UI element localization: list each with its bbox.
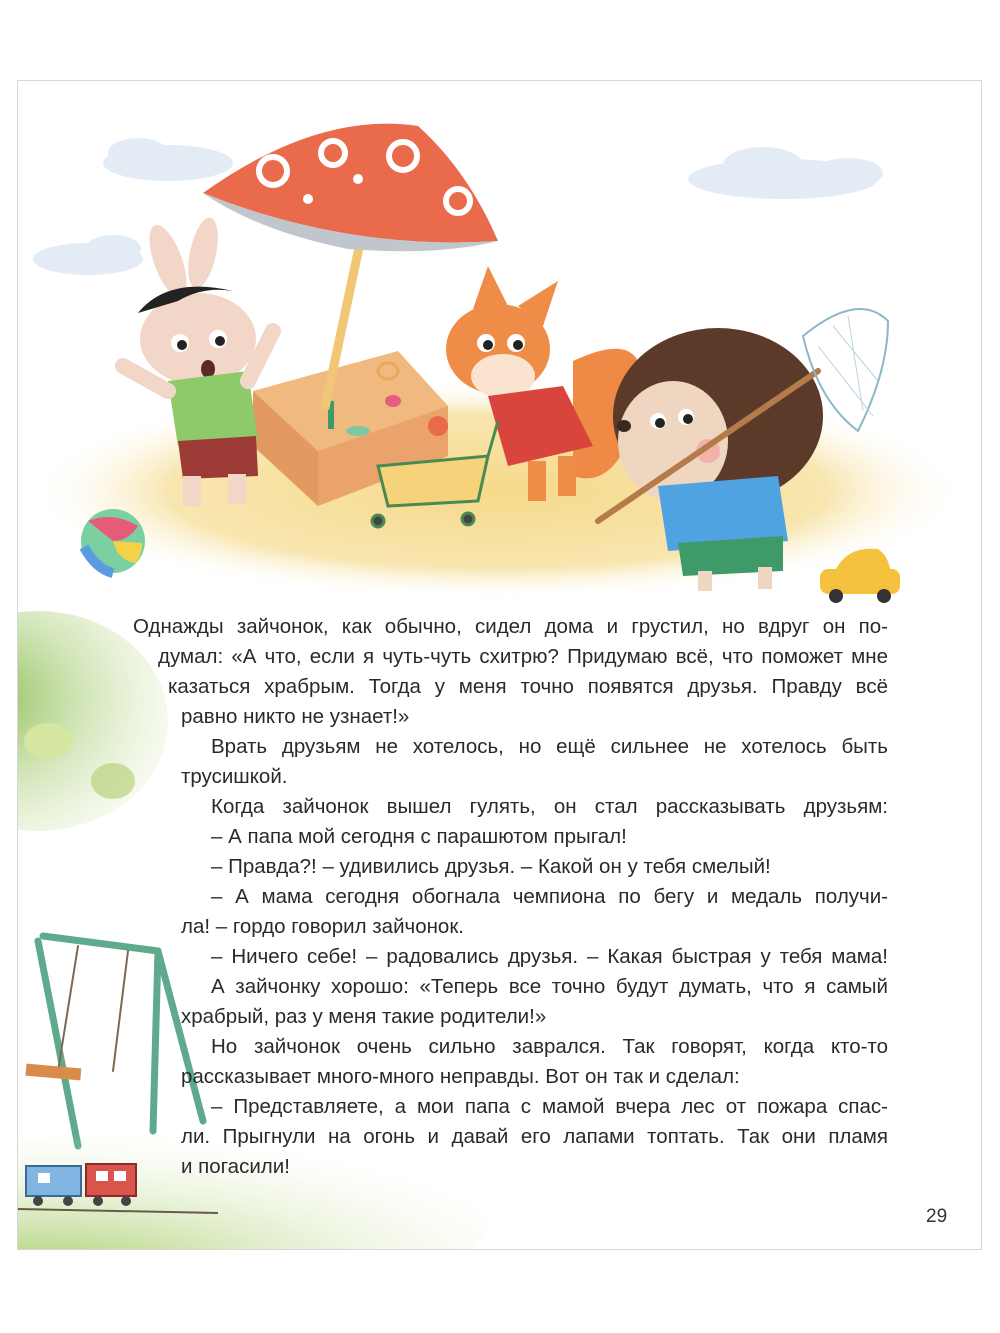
story-line: Но зайчонок очень сильно заврался. Так говорят, когда кто-то: [211, 1035, 888, 1058]
story-line: трусишкой.: [181, 765, 288, 788]
story-line: – А папа мой сегодня с парашютом прыгал!: [211, 825, 627, 848]
story-line: Однажды зайчонок, как обычно, сидел дома и грустил, но вдруг он по-: [133, 615, 888, 638]
page-number: 29: [926, 1206, 948, 1227]
story-line: храбрый, раз у меня такие родители!»: [181, 1005, 547, 1028]
story-line: рассказывает много-много неправды. Вот он так и сделал:: [181, 1065, 740, 1088]
story-line: ла! – гордо говорил зайчонок.: [181, 915, 464, 938]
story-line: – Ничего себе! – радовались друзья. – Какая быстрая у тебя мама!: [211, 945, 888, 968]
story-line: – Представляете, а мои папа с мамой вчера лес от пожара спас-: [211, 1095, 888, 1118]
story-line: и погасили!: [181, 1155, 290, 1178]
story-text: [18, 81, 982, 1250]
story-line: А зайчонку хорошо: «Теперь все точно будут думать, что я самый: [211, 975, 888, 998]
story-line: думал: «А что, если я чуть-чуть схитрю? Придумаю всё, что поможет мне: [158, 645, 888, 668]
story-line: – А мама сегодня обогнала чемпиона по бегу и медаль получи-: [211, 885, 888, 908]
story-line: – Правда?! – удивились друзья. – Какой он у тебя смелый!: [211, 855, 771, 878]
book-page: [17, 80, 982, 1250]
story-line: равно никто не узнает!»: [181, 705, 410, 728]
story-line: Врать друзьям не хотелось, но ещё сильнее не хотелось быть: [211, 735, 888, 758]
story-line: Когда зайчонок вышел гулять, он стал рассказывать друзьям:: [211, 795, 888, 818]
story-line: ли. Прыгнули на огонь и давай его лапами топтать. Так они пламя: [181, 1125, 888, 1148]
story-line: казаться храбрым. Тогда у меня точно появятся друзья. Правду всё: [168, 675, 888, 698]
